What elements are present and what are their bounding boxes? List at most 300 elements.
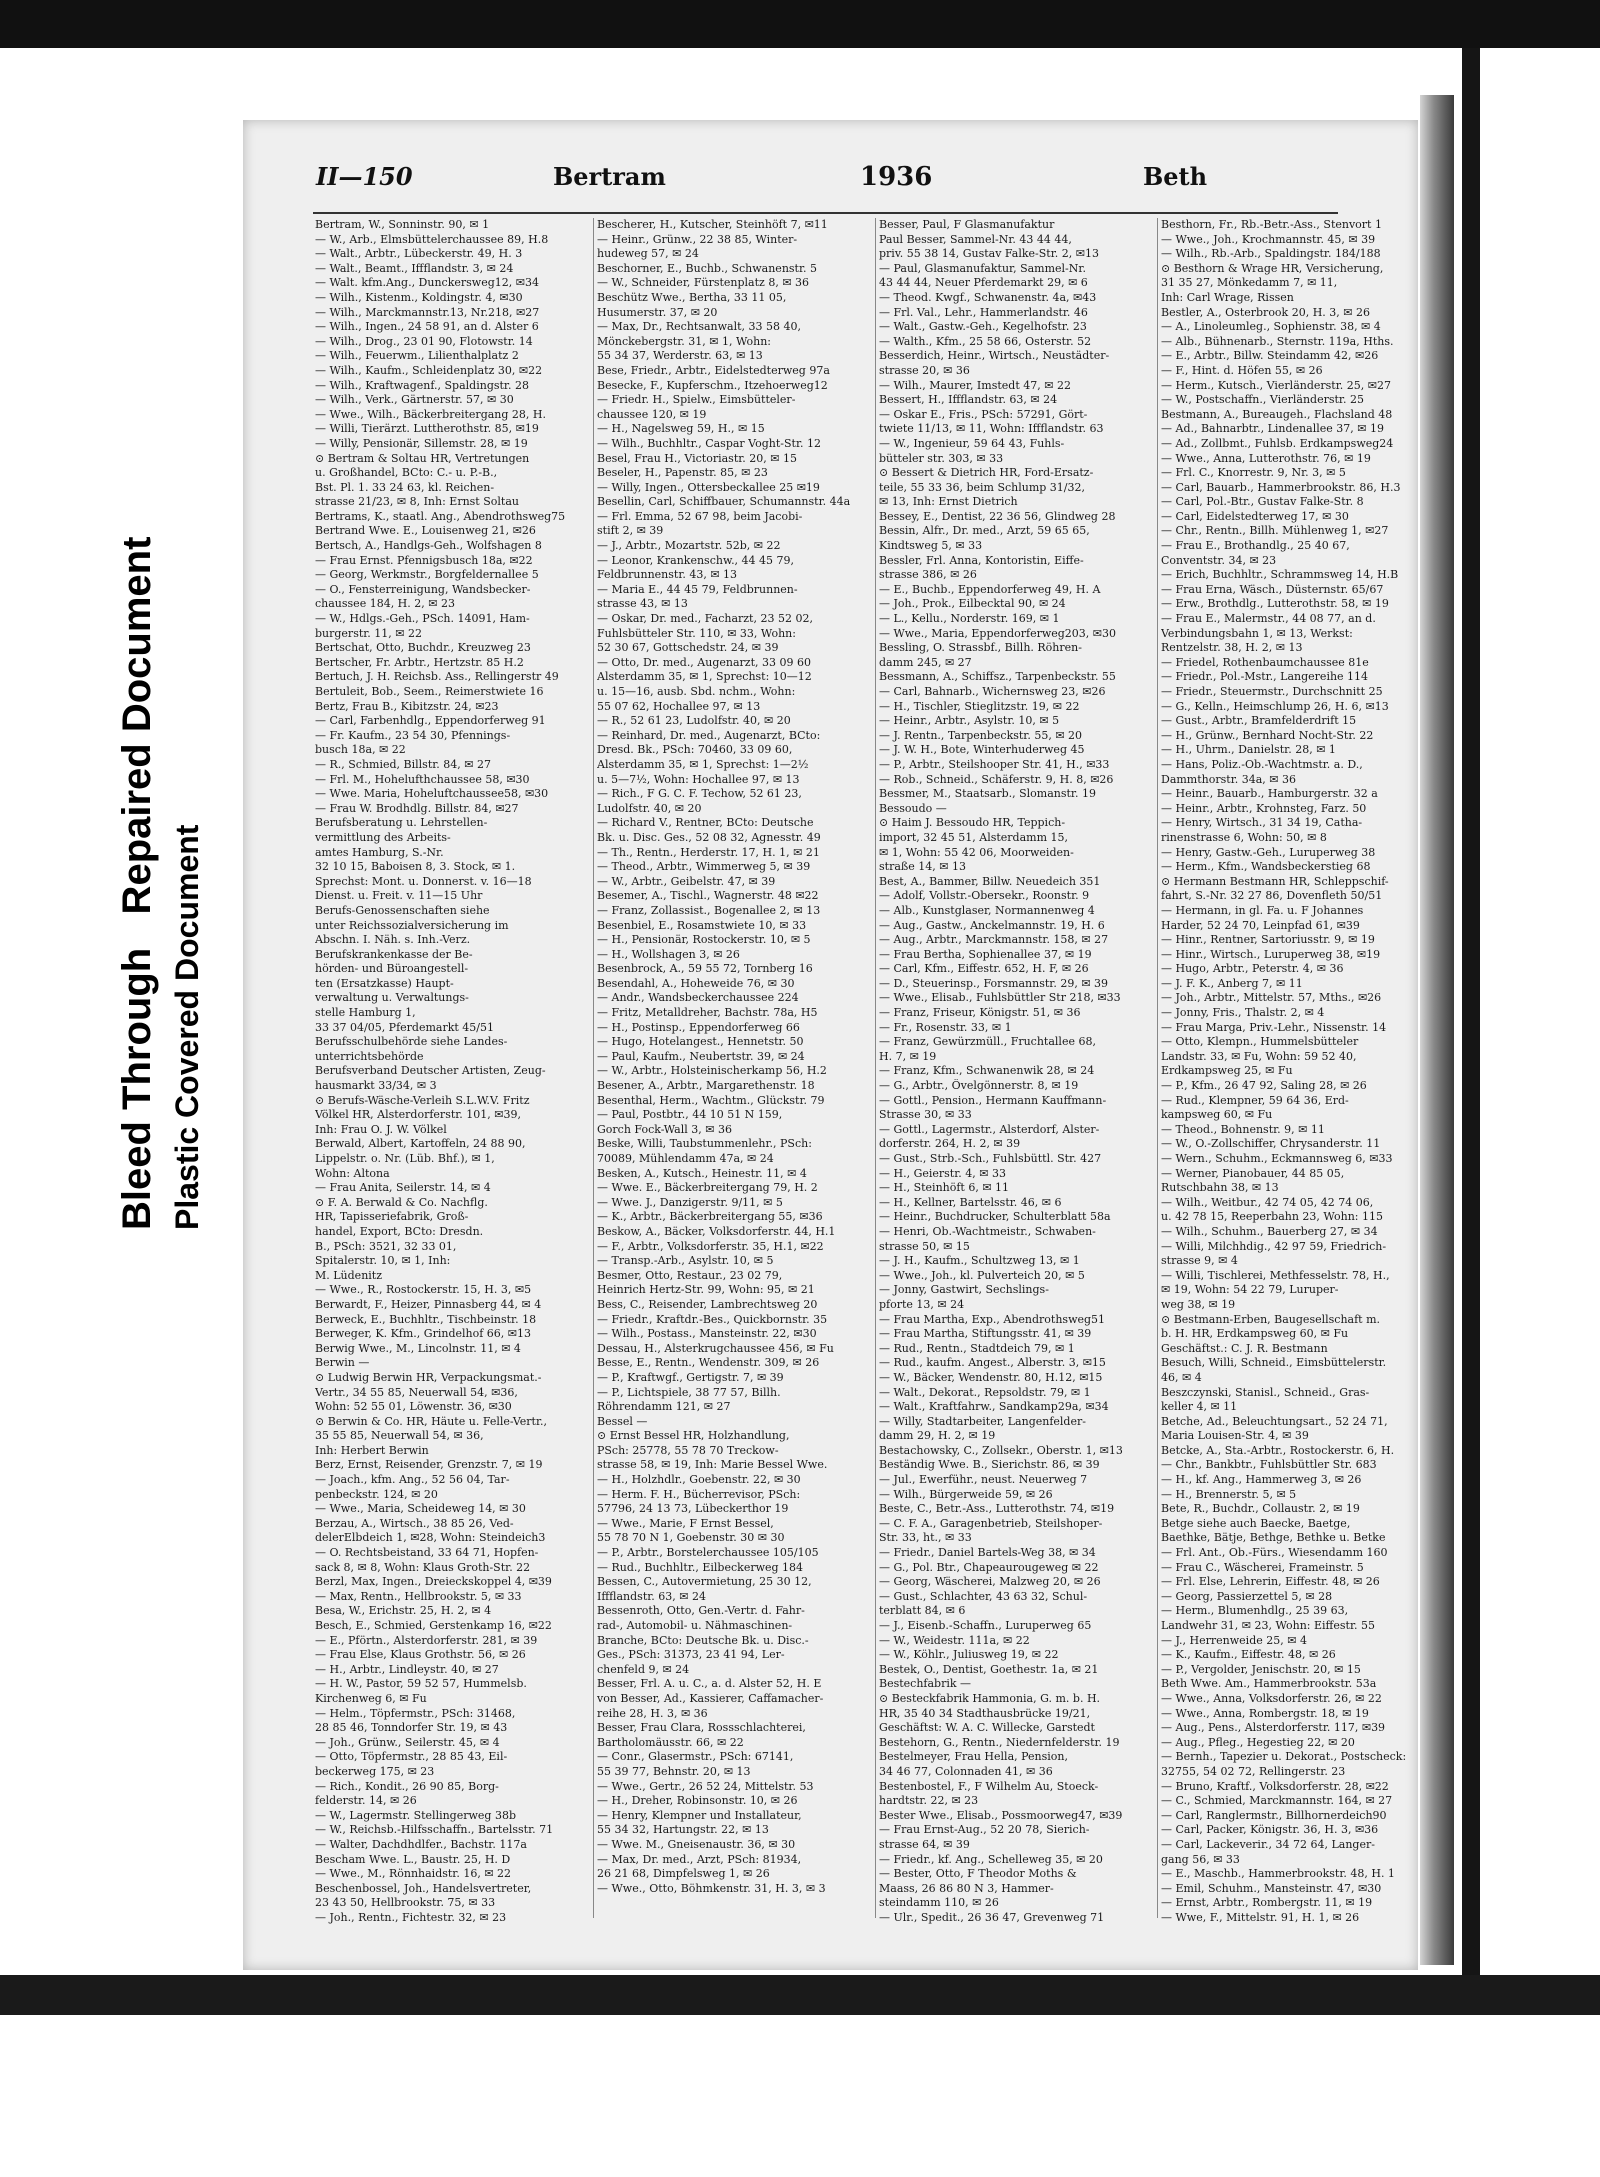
directory-entry: — Frl. Ant., Ob.-Fürs., Wiesendamm 160 <box>1161 1546 1388 1560</box>
directory-entry: — Erw., Brothdlg., Lutterothstr. 58, ✉ 19 <box>1161 597 1389 611</box>
directory-entry: — Wilh., Drog., 23 01 90, Flotowstr. 14 <box>315 334 533 348</box>
directory-entry: — H., Pensionär, Rostockerstr. 10, ✉ 5 <box>597 933 811 947</box>
directory-entry: — Wilh., Bürgerweide 59, ✉ 26 <box>879 1487 1053 1501</box>
directory-entry: — P., Arbtr., Steilshooper Str. 41, H., ✉33 <box>879 757 1110 771</box>
directory-entry: b. H. HR, Erdkampsweg 60, ✉ Fu <box>1161 1327 1349 1341</box>
header-first-name: Bertram <box>553 162 666 191</box>
directory-entry: — Hugo, Arbtr., Peterstr. 4, ✉ 36 <box>1161 962 1344 976</box>
directory-entry: — O., Fensterreinigung, Wandsbecker- <box>315 582 531 596</box>
directory-entry: — G., Arbtr., Övelgönnerstr. 8, ✉ 19 <box>879 1079 1079 1093</box>
directory-entry: — Henry, Wirtsch., 31 34 19, Catha- <box>1161 816 1363 830</box>
directory-entry: — H., Uhrm., Danielstr. 28, ✉ 1 <box>1161 743 1336 757</box>
directory-entry: Harder, 52 24 70, Leinpfad 61, ✉39 <box>1161 918 1360 932</box>
directory-entry: — Wwe., M., Rönnhaidstr. 16, ✉ 22 <box>315 1867 512 1881</box>
directory-entry: — Heinr., Bauarb., Hamburgerstr. 32 a <box>1161 787 1378 801</box>
directory-entry: Maria Louisen-Str. 4, ✉ 39 <box>1161 1429 1309 1443</box>
directory-entry: — C. F. A., Garagenbetrieb, Steilshoper- <box>879 1516 1103 1530</box>
directory-entry: — F., Hint. d. Höfen 55, ✉ 26 <box>1161 363 1323 377</box>
directory-entry: 32755, 54 02 72, Rellingerstr. 23 <box>1161 1764 1346 1778</box>
directory-entry: — H., Geierstr. 4, ✉ 33 <box>879 1166 1006 1180</box>
directory-entry: — W., Hdlgs.-Geh., PSch. 14091, Ham- <box>315 612 530 626</box>
directory-entry: — Frau W. Brodhdlg. Billstr. 84, ✉27 <box>315 801 519 815</box>
directory-entry: ten (Ersatzkasse) Haupt- <box>315 976 454 990</box>
directory-entry: Beske, Willi, Taubstummenlehr., PSch: <box>597 1137 812 1151</box>
directory-entry: Bessen, C., Autovermietung, 25 30 12, <box>597 1575 812 1589</box>
directory-entry: — R., 52 61 23, Ludolfstr. 40, ✉ 20 <box>597 714 791 728</box>
directory-entry: Bartholomäusstr. 66, ✉ 22 <box>597 1735 744 1749</box>
directory-entry: Vertr., 34 55 85, Neuerwall 54, ✉36, <box>315 1385 518 1399</box>
directory-entry: — Otto, Töpfermstr., 28 85 43, Eil- <box>315 1750 508 1764</box>
directory-entry: burgerstr. 11, ✉ 22 <box>315 626 423 640</box>
directory-entry: ✉ 1, Wohn: 55 42 06, Moorweiden- <box>879 845 1074 859</box>
directory-entry: 70089, Mühlendamm 47a, ✉ 24 <box>597 1152 774 1165</box>
directory-entry: Landwehr 31, ✉ 23, Wohn: Eiffestr. 55 <box>1161 1619 1375 1632</box>
directory-entry: — J. Rentn., Tarpenbeckstr. 55, ✉ 20 <box>879 728 1083 742</box>
directory-entry: — Wwe., Maria, Eppendorferweg203, ✉30 <box>879 626 1117 640</box>
directory-entry: — H., kf. Ang., Hammerweg 3, ✉ 26 <box>1161 1473 1362 1487</box>
directory-entry: — Willi, Milchhdig., 42 97 59, Friedrich- <box>1161 1239 1387 1253</box>
directory-entry: — Wilh., Kistenm., Koldingstr. 4, ✉30 <box>315 290 523 304</box>
directory-entry: — Frau Else, Klaus Grothstr. 56, ✉ 26 <box>315 1648 526 1662</box>
directory-entry: B., PSch: 3521, 32 33 01, <box>315 1239 457 1253</box>
directory-entry: 55 34 37, Werderstr. 63, ✉ 13 <box>597 349 763 363</box>
directory-entry: — Georg, Werkmstr., Borgfeldernallee 5 <box>315 568 539 582</box>
directory-entry: sack 8, ✉ 8, Wohn: Klaus Groth-Str. 22 <box>315 1560 531 1574</box>
directory-entry: delerElbdeich 1, ✉28, Wohn: Steindeich3 <box>315 1531 546 1545</box>
directory-entry: 55 07 62, Hochallee 97, ✉ 13 <box>597 699 761 713</box>
directory-entry: — J., Arbtr., Mozartstr. 52b, ✉ 22 <box>597 539 781 553</box>
directory-entry: — Wwe., Maria, Scheideweg 14, ✉ 30 <box>315 1502 526 1516</box>
directory-entry: Verbindungsbahn 1, ✉ 13, Werkst: <box>1161 626 1353 640</box>
directory-entry: — A., Linoleumleg., Sophienstr. 38, ✉ 4 <box>1161 320 1381 334</box>
directory-entry: priv. 55 38 14, Gustav Falke-Str. 2, ✉13 <box>879 247 1099 261</box>
directory-entry: 46, ✉ 4 <box>1161 1370 1202 1384</box>
directory-entry: — Hans, Poliz.-Ob.-Wachtmstr. a. D., <box>1161 757 1363 771</box>
directory-entry: — K., Kaufm., Eiffestr. 48, ✉ 26 <box>1161 1648 1336 1662</box>
directory-entry: Paul Besser, Sammel-Nr. 43 44 44, <box>879 232 1072 246</box>
directory-entry: — W., Reichsb.-Hilfsschaffn., Bartelsstr. 71 <box>315 1823 554 1837</box>
directory-entry: — Frl. C., Knorrestr. 9, Nr. 3, ✉ 5 <box>1161 466 1346 480</box>
directory-entry: — Walt., Dekorat., Repsoldstr. 79, ✉ 1 <box>879 1385 1091 1399</box>
directory-entry: — Herm., Kutsch., Vierländerstr. 25, ✉27 <box>1161 378 1391 392</box>
directory-entry: — Frau Erna, Wäsch., Düsternstr. 65/67 <box>1161 582 1384 596</box>
directory-entry: — Wwe., Gertr., 26 52 24, Mittelstr. 53 <box>597 1779 814 1793</box>
directory-entry: Berwig Wwe., M., Lincolnstr. 11, ✉ 4 <box>315 1341 521 1355</box>
directory-entry: Geschäftst: W. A. C. Willecke, Garstedt <box>879 1721 1095 1735</box>
directory-entry: 23 43 50, Hellbrookstr. 75, ✉ 33 <box>315 1896 496 1910</box>
directory-entry: pforte 13, ✉ 24 <box>879 1297 965 1311</box>
directory-entry: — Wwe., Anna, Rombergstr. 18, ✉ 19 <box>1161 1706 1369 1720</box>
directory-entry: — J., Herrenweide 25, ✉ 4 <box>1161 1633 1307 1647</box>
directory-entry: Dresd. Bk., PSch: 70460, 33 09 60, <box>597 743 793 757</box>
directory-entry: vermittlung des Arbeits- <box>315 830 451 844</box>
page-edge-shadow <box>1420 95 1454 1965</box>
directory-entry: — Fr. Kaufm., 23 54 30, Pfennings- <box>315 728 511 742</box>
directory-entry: Baethke, Bätje, Bethge, Bethke u. Betke <box>1161 1531 1386 1545</box>
directory-entry: Fuhlsbütteler Str. 110, ✉ 33, Wohn: <box>597 626 796 640</box>
directory-entry: — R., Schmied, Billstr. 84, ✉ 27 <box>315 757 491 771</box>
directory-entry: steindamm 110, ✉ 26 <box>879 1896 999 1910</box>
directory-entry: — Gust., Strb.-Sch., Fuhlsbüttl. Str. 427 <box>879 1152 1102 1165</box>
directory-entry: Beste, C., Betr.-Ass., Lutterothstr. 74, ✉19 <box>879 1502 1115 1516</box>
directory-entry: Bertscher, Fr. Arbtr., Hertzstr. 85 H.2 <box>315 655 524 669</box>
directory-entry: — Walt., Arbtr., Lübeckerstr. 49, H. 3 <box>315 247 523 261</box>
directory-entry: H. 7, ✉ 19 <box>879 1049 937 1063</box>
directory-entry: Alsterdamm 35, ✉ 1, Sprechst: 1—2½ <box>597 757 809 771</box>
directory-entry: — Friedr., Daniel Bartels-Weg 38, ✉ 34 <box>879 1546 1096 1560</box>
directory-entry: Berufskrankenkasse der Be- <box>315 947 473 961</box>
directory-entry: Betge siehe auch Baecke, Baetge, <box>1161 1516 1351 1530</box>
column-divider <box>875 218 876 1918</box>
column-2 <box>597 218 867 1928</box>
directory-entry: — C., Schmied, Marckmannstr. 164, ✉ 27 <box>1161 1794 1393 1808</box>
directory-entry: strasse 21/23, ✉ 8, Inh: Ernst Soltau <box>315 495 519 509</box>
directory-entry: Berufsverband Deutscher Artisten, Zeug- <box>315 1064 546 1078</box>
directory-entry: Heinrich Hertz-Str. 99, Wohn: 95, ✉ 21 <box>597 1283 815 1297</box>
directory-entry: Best, A., Bammer, Billw. Neuedeich 351 <box>879 874 1101 888</box>
directory-entry: — Frau Martha, Exp., Abendrothsweg51 <box>879 1312 1106 1326</box>
directory-entry: — Frau Marga, Priv.-Lehr., Nissenstr. 14 <box>1161 1020 1387 1034</box>
directory-entry: — Willi, Tischlerei, Methfesselstr. 78, H., <box>1161 1268 1390 1282</box>
directory-entry: — E., Buchb., Eppendorferweg 49, H. A <box>879 582 1101 596</box>
directory-entry: beckerweg 175, ✉ 23 <box>315 1764 435 1778</box>
directory-entry: Inh: Frau O. J. W. Völkel <box>315 1122 447 1136</box>
directory-entry: Besenthal, Herm., Wachtm., Glückstr. 79 <box>597 1093 825 1107</box>
directory-entry: Berwald, Albert, Kartoffeln, 24 88 90, <box>315 1137 526 1151</box>
directory-entry: Conventstr. 34, ✉ 23 <box>1161 553 1277 567</box>
directory-entry: — Georg, Wäscherei, Malzweg 20, ✉ 26 <box>879 1575 1101 1589</box>
directory-entry: Bessmann, A., Schiffsz., Tarpenbeckstr. 55 <box>879 670 1116 684</box>
directory-entry: — Wwe. J., Danzigerstr. 9/11, ✉ 5 <box>597 1195 783 1209</box>
directory-entry: u. 5—7½, Wohn: Hochallee 97, ✉ 13 <box>597 772 800 786</box>
directory-entry: — Joh., Grünw., Seilerstr. 45, ✉ 4 <box>315 1735 500 1749</box>
directory-entry: — Wwe., Anna, Lutterothstr. 76, ✉ 19 <box>1161 451 1371 465</box>
directory-entry: — Wilh., Kaufm., Schleidenplatz 30, ✉22 <box>315 363 543 377</box>
directory-entry: — Heinr., Grünw., 22 38 85, Winter- <box>597 232 798 246</box>
directory-entry: — Frl. Val., Lehr., Hammerlandstr. 46 <box>879 305 1088 319</box>
directory-entry: Besse, E., Rentn., Wendenstr. 309, ✉ 26 <box>597 1356 820 1370</box>
directory-entry: — Ad., Zollbmt., Fuhlsb. Erdkampsweg24 <box>1161 436 1394 450</box>
directory-entry: HR, Tapisseriefabrik, Groß- <box>315 1210 469 1224</box>
directory-entry: — Franz, Zollassist., Bogenallee 2, ✉ 13 <box>597 903 821 917</box>
directory-entry: Feldbrunnenstr. 43, ✉ 13 <box>597 568 738 582</box>
directory-entry: — Alb., Kunstglaser, Normannenweg 4 <box>879 903 1095 917</box>
directory-entry: Kirchenweg 6, ✉ Fu <box>315 1691 427 1705</box>
directory-entry: Röhrendamm 121, ✉ 27 <box>597 1400 731 1414</box>
directory-entry: — Aug., Arbtr., Marckmannstr. 158, ✉ 27 <box>879 933 1109 947</box>
directory-entry: — Friedr., Pol.-Mstr., Langereihe 114 <box>1161 670 1369 684</box>
directory-entry: — E., Arbtr., Billw. Steindamm 42, ✉26 <box>1161 349 1379 363</box>
directory-entry: Bestler, A., Osterbrook 20, H. 3, ✉ 26 <box>1161 305 1370 319</box>
directory-entry: 28 85 46, Tonndorfer Str. 19, ✉ 43 <box>315 1721 508 1735</box>
directory-entry: Bessel — <box>597 1414 648 1428</box>
directory-entry: — Oskar, Dr. med., Facharzt, 23 52 02, <box>597 612 813 626</box>
directory-entry: Bessling, O. Strassbf., Billh. Röhren- <box>879 641 1082 655</box>
directory-entry: — Walt., Gastw.-Geh., Kegelhofstr. 23 <box>879 320 1087 334</box>
directory-entry: — Conr., Glasermstr., PSch: 67141, <box>597 1750 794 1764</box>
directory-entry: — Wwe. Maria, Hoheluftchaussee58, ✉30 <box>315 787 549 801</box>
directory-entry: — Franz, Friseur, Königstr. 51, ✉ 36 <box>879 1006 1081 1020</box>
directory-entry: Bk. u. Disc. Ges., 52 08 32, Agnesstr. 49 <box>597 830 821 844</box>
directory-entry: — Hinr., Rentner, Sartoriusstr. 9, ✉ 19 <box>1161 933 1375 947</box>
directory-entry: ✉ 19, Wohn: 54 22 79, Luruper- <box>1161 1283 1339 1297</box>
directory-entry: — Willy, Ingen., Ottersbeckallee 25 ✉19 <box>597 480 820 494</box>
directory-entry: — Frau E., Malermstr., 44 08 77, an d. <box>1161 612 1376 626</box>
directory-entry: — Wilh., Maurer, Imstedt 47, ✉ 22 <box>879 378 1071 392</box>
directory-entry: ✉ 13, Inh: Ernst Dietrich <box>879 495 1018 509</box>
column-1 <box>315 218 585 1928</box>
directory-entry: — Heinr., Buchdrucker, Schulterblatt 58a <box>879 1210 1111 1224</box>
directory-entry: stelle Hamburg 1, <box>315 1006 416 1020</box>
directory-entry: amtes Hamburg, S.-Nr. <box>315 845 444 859</box>
header-last-name: Beth <box>1143 162 1208 191</box>
directory-entry: Berufsschulbehörde siehe Landes- <box>315 1035 508 1049</box>
directory-entry: strasse 58, ✉ 19, Inh: Marie Bessel Wwe. <box>597 1458 828 1472</box>
directory-entry: — H., Holzhdlr., Goebenstr. 22, ✉ 30 <box>597 1473 801 1487</box>
directory-entry: — Oskar E., Fris., PSch: 57291, Gört- <box>879 407 1088 421</box>
directory-entry: — Willy, Pensionär, Sillemstr. 28, ✉ 19 <box>315 436 528 450</box>
directory-entry: Bestechfabrik — <box>879 1677 972 1691</box>
directory-entry: Inh: Carl Wrage, Rissen <box>1161 290 1294 304</box>
directory-entry: — G., Kelln., Heimschlump 26, H. 6, ✉13 <box>1161 699 1389 713</box>
directory-entry: penbeckstr. 124, ✉ 20 <box>315 1487 438 1501</box>
directory-entry: ⊙ Berwin & Co. HR, Häute u. Felle-Vertr., <box>315 1414 547 1428</box>
directory-entry: busch 18a, ✉ 22 <box>315 743 406 757</box>
directory-entry: Alsterdamm 35, ✉ 1, Sprechst: 10—12 <box>597 670 812 684</box>
directory-entry: — Carl, Bauarb., Hammerbrookstr. 86, H.3 <box>1161 480 1401 494</box>
directory-entry: — Reinhard, Dr. med., Augenarzt, BCto: <box>597 728 821 742</box>
directory-entry: — Henry, Gastw.-Geh., Luruperweg 38 <box>1161 845 1376 859</box>
directory-entry: Betche, Ad., Beleuchtungsart., 52 24 71, <box>1161 1414 1388 1428</box>
directory-entry: Berweger, K. Kfm., Grindelhof 66, ✉13 <box>315 1327 531 1341</box>
directory-entry: — P., Lichtspiele, 38 77 57, Billh. <box>597 1385 781 1399</box>
directory-entry: — Max, Rentn., Hellbrookstr. 5, ✉ 33 <box>315 1589 522 1603</box>
label-bleed-text: Bleed Through <box>115 947 159 1230</box>
directory-entry: Bertram, W., Sonninstr. 90, ✉ 1 <box>315 218 490 231</box>
directory-entry: unterrichtsbehörde <box>315 1049 424 1063</box>
directory-entry: — Rud., kaufm. Angest., Alberstr. 3, ✉15 <box>879 1356 1106 1370</box>
directory-entry: — Wilh., Ingen., 24 58 91, an d. Alster 6 <box>315 320 539 334</box>
directory-entry: — W., Köhlr., Juliusweg 19, ✉ 22 <box>879 1648 1059 1662</box>
directory-entry: Beschorner, E., Buchb., Schwanenstr. 5 <box>597 261 818 275</box>
directory-entry: — Wern., Schuhm., Eckmannsweg 6, ✉33 <box>1161 1152 1393 1165</box>
scan-top-band <box>0 0 1600 48</box>
directory-entry: — Frau Bertha, Sophienallee 37, ✉ 19 <box>879 947 1092 961</box>
directory-entry: — Wwe., Marie, F Ernst Bessel, <box>597 1516 774 1530</box>
directory-entry: dorferstr. 264, H. 2, ✉ 39 <box>879 1137 1021 1151</box>
directory-entry: Str. 33, ht., ✉ 33 <box>879 1531 972 1545</box>
directory-entry: — Franz, Kfm., Schwanenwik 28, ✉ 24 <box>879 1064 1095 1078</box>
directory-entry: Bestehorn, G., Rentn., Niedernfelderstr. 19 <box>879 1735 1120 1749</box>
directory-entry: — K., Arbtr., Bäckerbreitergang 55, ✉36 <box>597 1210 823 1224</box>
directory-entry: — W., Arbtr., Holsteinischerkamp 56, H.2 <box>597 1064 827 1078</box>
directory-entry: strasse 50, ✉ 15 <box>879 1239 970 1253</box>
directory-entry: — Aug., Pfleg., Hegestieg 22, ✉ 20 <box>1161 1735 1355 1749</box>
directory-entry: — W., Lagermstr. Stellingerweg 38b <box>315 1808 516 1822</box>
directory-entry: Beth Wwe. Am., Hammerbrookstr. 53a <box>1161 1677 1377 1691</box>
directory-entry: Wohn: 52 55 01, Löwenstr. 36, ✉30 <box>315 1400 512 1414</box>
directory-entry: reihe 28, H. 3, ✉ 36 <box>597 1706 708 1720</box>
directory-entry: — Max, Dr. med., Arzt, PSch: 81934, <box>597 1852 802 1866</box>
directory-entry: — Paul, Glasmanufaktur, Sammel-Nr. <box>879 261 1086 275</box>
directory-entry: — Bester, Otto, F Theodor Moths & <box>879 1867 1077 1881</box>
directory-entry: Husumerstr. 37, ✉ 20 <box>597 305 718 319</box>
directory-entry: Bessenroth, Otto, Gen.-Vertr. d. Fahr- <box>597 1604 805 1618</box>
directory-entry: — Joh., Arbtr., Mittelstr. 57, Mths., ✉26 <box>1161 991 1382 1005</box>
directory-entry: — P., Vergolder, Jenischstr. 20, ✉ 15 <box>1161 1662 1361 1676</box>
directory-entry: 35 55 85, Neuerwall 54, ✉ 36, <box>315 1429 484 1443</box>
directory-entry: Bestek, O., Dentist, Goethestr. 1a, ✉ 21 <box>879 1662 1099 1676</box>
directory-entry: — Hermann, in gl. Fa. u. F Johannes <box>1161 903 1364 917</box>
directory-entry: strasse 386, ✉ 26 <box>879 568 977 582</box>
column-divider <box>593 218 594 1918</box>
directory-entry: ⊙ Berufs-Wäsche-Verleih S.L.W.V. Fritz <box>315 1093 530 1107</box>
directory-entry: — Georg, Passierzettel 5, ✉ 28 <box>1161 1589 1333 1603</box>
directory-entry: chaussee 120, ✉ 19 <box>597 407 707 421</box>
directory-entry: Kindtsweg 5, ✉ 33 <box>879 539 983 553</box>
directory-entry: — J., Eisenb.-Schaffn., Luruperweg 65 <box>879 1619 1092 1632</box>
directory-entry: — H., Dreher, Robinsonstr. 10, ✉ 26 <box>597 1794 798 1808</box>
directory-entry: — J. F. K., Anberg 7, ✉ 11 <box>1161 976 1303 990</box>
directory-entry: Besemer, A., Tischl., Wagnerstr. 48 ✉22 <box>597 889 819 903</box>
directory-entry: — Carl, Farbenhdlg., Eppendorferweg 91 <box>315 714 546 728</box>
header-rule <box>313 212 1338 214</box>
directory-entry: — Theod., Bohnenstr. 9, ✉ 11 <box>1161 1122 1325 1136</box>
directory-entry: — Wilh., Schuhm., Bauerberg 27, ✉ 34 <box>1161 1224 1378 1238</box>
directory-entry: chenfeld 9, ✉ 24 <box>597 1662 690 1676</box>
directory-entry: — Wilh., Rb.-Arb., Spaldingstr. 184/188 <box>1161 247 1381 261</box>
directory-entry: — H., Arbtr., Lindleystr. 40, ✉ 27 <box>315 1662 499 1676</box>
directory-entry: — W., Arb., Elmsbüttelerchaussee 89, H.8 <box>315 232 549 246</box>
directory-entry: Ludolfstr. 40, ✉ 20 <box>597 801 702 815</box>
directory-entry: — Walter, Dachdhdlfer., Bachstr. 117a <box>315 1837 527 1851</box>
directory-entry: — Rich., Kondit., 26 90 85, Borg- <box>315 1779 499 1793</box>
directory-entry: — Joh., Prok., Eilbecktal 90, ✉ 24 <box>879 597 1066 611</box>
directory-entry: Wohn: Altona <box>315 1166 390 1180</box>
directory-entry: — H., Postinsp., Eppendorferweg 66 <box>597 1020 800 1034</box>
directory-entry: Beskow, A., Bäcker, Volksdorferstr. 44, H.1 <box>597 1224 836 1238</box>
directory-entry: Berufsberatung u. Lehrstellen- <box>315 816 488 830</box>
directory-entry: — Helm., Töpfermstr., PSch: 31468, <box>315 1706 516 1720</box>
directory-entry: Bessmer, M., Staatsarb., Slomanstr. 19 <box>879 787 1096 801</box>
directory-entry: — Walt. kfm.Ang., Dunckersweg12, ✉34 <box>315 276 539 290</box>
directory-entry: u. Großhandel, BCto: C.- u. P.-B., <box>315 466 498 480</box>
directory-entry: — Gottl., Pension., Hermann Kauffmann- <box>879 1093 1107 1107</box>
directory-entry: — Emil, Schuhm., Mansteinstr. 47, ✉30 <box>1161 1881 1382 1895</box>
directory-entry: Landstr. 33, ✉ Fu, Wohn: 59 52 40, <box>1161 1049 1357 1063</box>
directory-entry: — Walt., Kraftfahrw., Sandkamp29a, ✉34 <box>879 1400 1109 1414</box>
directory-entry: Besch, E., Schmied, Gerstenkamp 16, ✉22 <box>315 1619 552 1632</box>
directory-entry: felderstr. 14, ✉ 26 <box>315 1794 417 1808</box>
directory-entry: — O. Rechtsbeistand, 33 64 71, Hopfen- <box>315 1546 539 1560</box>
directory-entry: straße 14, ✉ 13 <box>879 860 966 874</box>
directory-entry: Bestmann, A., Bureaugeh., Flachsland 48 <box>1161 407 1393 421</box>
directory-entry: Bese, Friedr., Arbtr., Eidelstedterweg 97a <box>597 363 830 377</box>
directory-entry: import, 32 45 51, Alsterdamm 15, <box>879 830 1069 844</box>
directory-entry: Besellin, Carl, Schiffbauer, Schumannstr. 44a <box>597 495 851 509</box>
directory-entry: Bertschat, Otto, Buchdr., Kreuzweg 23 <box>315 641 531 655</box>
directory-entry: — Otto, Klempn., Hummelsbütteler <box>1161 1035 1359 1049</box>
directory-entry: Besa, W., Erichstr. 25, H. 2, ✉ 4 <box>315 1604 492 1618</box>
directory-entry: — Jonny, Gastwirt, Sechslings- <box>879 1283 1049 1297</box>
directory-entry: — Ernst, Arbtr., Rombergstr. 11, ✉ 19 <box>1161 1896 1373 1910</box>
directory-entry: — Hugo, Hotelangest., Hennetstr. 50 <box>597 1035 804 1049</box>
directory-entry: strasse 43, ✉ 13 <box>597 597 688 611</box>
directory-entry: — Willi, Tierärzt. Luttherothstr. 85, ✉19 <box>315 422 539 436</box>
directory-entry: Bester Wwe., Elisab., Possmoorweg47, ✉39 <box>879 1808 1123 1822</box>
directory-entry: — Rud., Buchhltr., Eilbeckerweg 184 <box>597 1560 804 1574</box>
directory-entry: Bescham Wwe. L., Baustr. 25, H. D <box>315 1852 511 1866</box>
directory-entry: Besthorn, Fr., Rb.-Betr.-Ass., Stenvort 1 <box>1161 218 1382 231</box>
directory-entry: — Ad., Bahnarbtr., Lindenallee 37, ✉ 19 <box>1161 422 1384 436</box>
directory-entry: — H., Tischler, Stieglitzstr. 19, ✉ 22 <box>879 699 1080 713</box>
directory-entry: Besser, Frau Clara, Rossschlachterei, <box>597 1721 806 1735</box>
directory-entry: — Werner, Pianobauer, 44 85 05, <box>1161 1166 1345 1180</box>
directory-entry: — Alb., Bühnenarb., Sternstr. 119a, Hths. <box>1161 334 1394 348</box>
directory-entry: — Maria E., 44 45 79, Feldbrunnen- <box>597 582 798 596</box>
directory-entry: Gorch Fock-Wall 3, ✉ 36 <box>597 1122 732 1136</box>
directory-entry: Erdkampsweg 25, ✉ Fu <box>1161 1064 1293 1078</box>
directory-entry: — Wwe., Anna, Volksdorferstr. 26, ✉ 22 <box>1161 1691 1382 1705</box>
directory-entry: — Frau Martha, Stiftungsstr. 41, ✉ 39 <box>879 1327 1092 1341</box>
directory-entry: ⊙ Bessert & Dietrich HR, Ford-Ersatz- <box>879 466 1094 480</box>
directory-entry: — Joach., kfm. Ang., 52 56 04, Tar- <box>315 1473 510 1487</box>
directory-entry: — Carl, Packer, Königstr. 36, H. 3, ✉36 <box>1161 1823 1379 1837</box>
directory-entry: — W., Arbtr., Geibelstr. 47, ✉ 39 <box>597 874 776 888</box>
directory-entry: handel, Export, BCto: Dresdn. <box>315 1224 484 1238</box>
directory-entry: Abschn. I. Näh. s. Inh.-Verz. <box>315 933 471 947</box>
directory-entry: — Joh., Rentn., Fichtestr. 32, ✉ 23 <box>315 1910 507 1924</box>
directory-entry: ⊙ F. A. Berwald & Co. Nachflg. <box>315 1195 488 1209</box>
directory-entry: — H., Brennerstr. 5, ✉ 5 <box>1161 1487 1297 1501</box>
directory-entry: — Heinr., Arbtr., Asylstr. 10, ✉ 5 <box>879 714 1060 728</box>
directory-entry: — Walt., Beamt., Iffflandstr. 3, ✉ 24 <box>315 261 514 275</box>
directory-entry: Bertrams, K., staatl. Ang., Abendrothsweg75 <box>315 509 566 523</box>
directory-entry: Dessau, H., Alsterkrugchaussee 456, ✉ Fu <box>597 1341 834 1355</box>
directory-entry: — Carl, Bahnarb., Wichernsweg 23, ✉26 <box>879 685 1106 698</box>
directory-entry: 32 10 15, Baboisen 8, 3. Stock, ✉ 1. <box>315 860 516 874</box>
directory-entry: ⊙ Bestmann-Erben, Baugesellschaft m. <box>1161 1312 1380 1326</box>
directory-entry: Inh: Herbert Berwin <box>315 1443 429 1457</box>
directory-entry: Bess, C., Reisender, Lambrechtsweg 20 <box>597 1297 818 1311</box>
directory-entry: u. 15—16, ausb. Sbd. nchm., Wohn: <box>597 685 796 698</box>
directory-entry: ⊙ Bertram & Soltau HR, Vertretungen <box>315 451 530 465</box>
directory-entry: — H., Steinhöft 6, ✉ 11 <box>879 1181 1010 1195</box>
directory-entry: — Theod. Kwgf., Schwanenstr. 4a, ✉43 <box>879 290 1097 304</box>
directory-entry: — Otto, Dr. med., Augenarzt, 33 09 60 <box>597 655 811 669</box>
page-number: II—150 <box>316 162 413 191</box>
directory-entry: Besuch, Willi, Schneid., Eimsbüttelerstr. <box>1161 1356 1387 1370</box>
directory-entry: ⊙ Hermann Bestmann HR, Schleppschif- <box>1161 874 1389 888</box>
directory-entry: — Paul, Postbtr., 44 10 51 N 159, <box>597 1108 783 1122</box>
directory-entry: — Wilh., Kraftwagenf., Spaldingstr. 28 <box>315 378 529 392</box>
directory-entry: Bessert, H., Iffflandstr. 63, ✉ 24 <box>879 393 1058 407</box>
directory-entry: — F., Arbtr., Volksdorferstr. 35, H.1, ✉22 <box>597 1239 824 1253</box>
directory-entry: — Gottl., Lagermstr., Alsterdorf, Alster- <box>879 1122 1100 1136</box>
directory-entry: — Paul, Kaufm., Neubertstr. 39, ✉ 24 <box>597 1049 805 1063</box>
directory-entry: — Bruno, Kraftf., Volksdorferstr. 28, ✉22 <box>1161 1779 1389 1793</box>
directory-entry: — Erich, Buchhltr., Schrammsweg 14, H.B <box>1161 568 1399 582</box>
directory-entry: — Gust., Arbtr., Bramfelderdrift 15 <box>1161 714 1357 728</box>
directory-entry: keller 4, ✉ 11 <box>1161 1400 1238 1414</box>
directory-entry: Berufs-Genossenschaften siehe <box>315 903 490 917</box>
directory-entry: — Frl. M., Hohelufthchaussee 58, ✉30 <box>315 772 530 786</box>
directory-entry: Branche, BCto: Deutsche Bk. u. Disc.- <box>597 1633 809 1647</box>
directory-entry: Besecke, F., Kupferschm., Itzehoerweg12 <box>597 378 828 392</box>
directory-entry: von Besser, Ad., Kassierer, Caffamacher- <box>597 1691 824 1705</box>
directory-entry: — W., O.-Zollschiffer, Chrysanderstr. 11 <box>1161 1137 1381 1151</box>
directory-entry: Strasse 30, ✉ 33 <box>879 1108 972 1122</box>
